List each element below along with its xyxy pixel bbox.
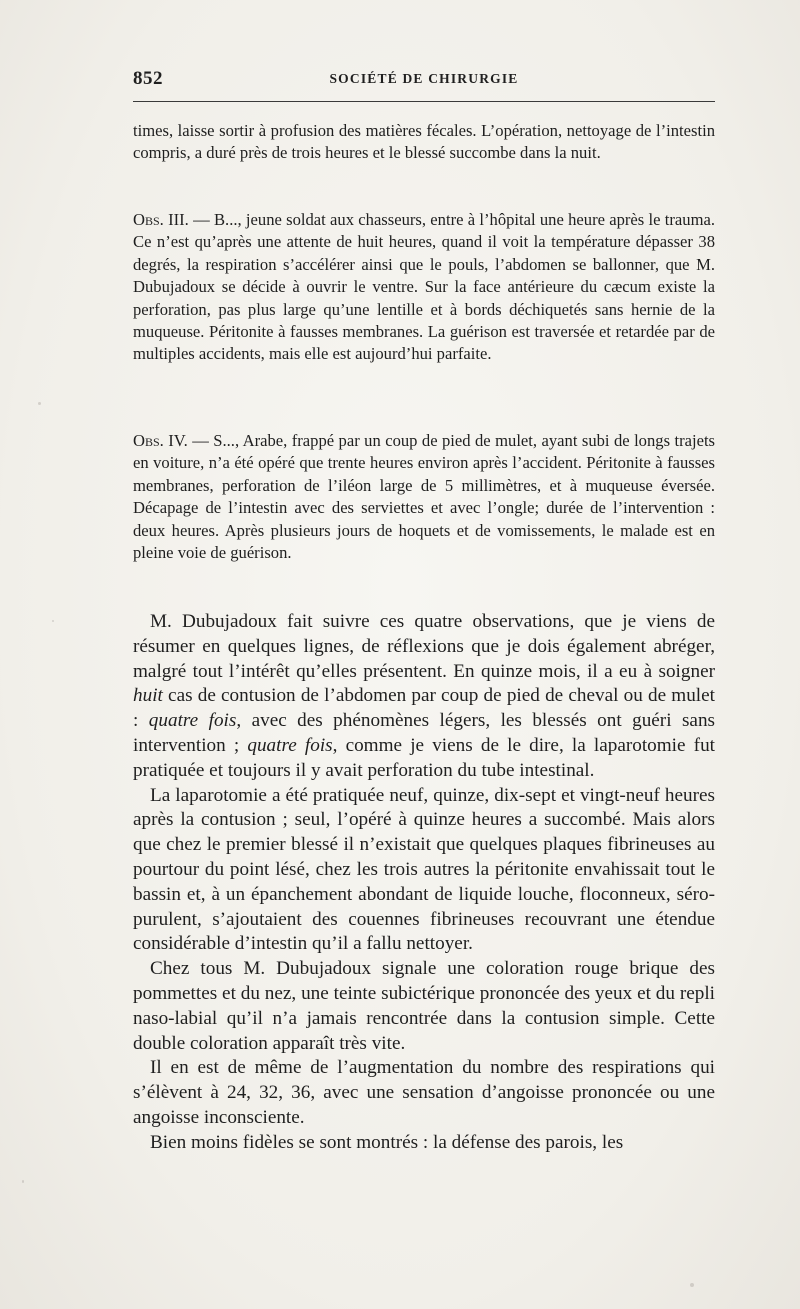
obs4-paragraph bbox=[133, 430, 715, 564]
obs3-text: — B..., jeune soldat aux chasseurs, entre à l’hôpital une heure après le trauma. Ce n’est qu’après une attente de huit heures, quand il voit la température dépasser 38 degrés, la respiration s’accélérer ainsi que le pouls, l’abdomen se ballonner, que M. Dubujadoux se décide à ouvrir le ventre. Sur la face antérieure du cæcum existe la perforation, pas plus large qu’une lentille et à bords déchiquetés sans hernie de la muqueuse. Péritonite à fausses membranes. La guérison est traversée et retardée par de multiples accidents, mais elle est aujourd’hui parfaite. bbox=[133, 210, 716, 364]
paragraph-5: Bien moins fidèles se sont montrés : la défense des parois, les bbox=[150, 1131, 624, 1153]
page-number: 852 bbox=[133, 68, 163, 89]
paper-speck bbox=[22, 1180, 24, 1183]
running-title: SOCIÉTÉ DE CHIRURGIE bbox=[329, 71, 519, 86]
paragraph-3: Chez tous M. Dubujadoux signale une coloration rouge brique des pommettes et du nez, une teinte subictérique prononcée des yeux et du repli naso-labial qu’il n’a jamais rencontrée dans la contusion simple. Cette double coloration apparaît très vite. bbox=[133, 958, 715, 1054]
para1-emphasis-quatre-fois-1: quatre fois bbox=[148, 710, 237, 732]
paper-speck bbox=[690, 1283, 694, 1287]
obs2-text: times, laisse sortir à profusion des matières fécales. L’opération, nettoyage de l’intestin compris, a duré près de trois heures et le blessé succombe dans la nuit. bbox=[133, 121, 715, 163]
para1-text-c: , avec des phénomènes légers, les blessés ont guéri sans intervention ; bbox=[133, 710, 716, 756]
obs3-label: Obs. III. bbox=[133, 210, 189, 229]
observation-2-end bbox=[133, 120, 715, 165]
header-rule bbox=[133, 101, 715, 102]
paragraph-2: La laparotomie a été pratiquée neuf, quinze, dix-sept et vingt-neuf heures après la contusion ; seul, l’opéré à quinze heures a succombé. Mais alors que chez le premier blessé il n’existait que quelques plaques fibrineuses au pourtour du point lésé, chez les trois autres la péritonite envahissait tout le bassin et, à un épanchement abondant de liquide louche, floconneux, séro-purulent, s’ajoutaient des couennes fibrineuses recouvrant une étendue considérable d’intestin qu’il a fallu nettoyer. bbox=[133, 784, 715, 955]
observation-4 bbox=[133, 430, 715, 564]
paper-speck bbox=[38, 402, 41, 405]
para1-emphasis-quatre-fois-2: quatre fois bbox=[247, 734, 333, 756]
paper-speck bbox=[52, 620, 54, 622]
para1-emphasis-huit: huit bbox=[133, 685, 163, 707]
obs4-text: — S..., Arabe, frappé par un coup de pied de mulet, ayant subi de longs trajets en voiture, n’a été opéré que trente heures environ après l’accident. Péritonite à fausses membranes, perforation de l’iléon large de 5 millimètres, et à muqueuse éversée. Décapage de l’intestin avec des serviettes et avec l’ongle; durée de l’intervention : deux heures. Après plusieurs jours de hoquets et de vomissements, le malade est en pleine voie de guérison. bbox=[133, 431, 716, 563]
para1-text-a: M. Dubujadoux fait suivre ces quatre observations, que je viens de résumer en quelques lignes, de réflexions que je dois également abréger, malgré tout l’intérêt qu’elles présentent. En quinze mois, il a eu à soigner bbox=[133, 611, 715, 682]
obs3-paragraph bbox=[133, 209, 715, 366]
para1-text-d: , comme je viens de le dire, la laparotomie fut pratiquée et toujours il y avait perforation du tube intestinal. bbox=[133, 734, 716, 781]
commentary bbox=[133, 610, 715, 1156]
obs4-label: Obs. IV. bbox=[133, 431, 188, 450]
paragraph-4: Il en est de même de l’augmentation du nombre des respirations qui s’élèvent à 24, 32, 36, avec une sensation d’angoisse prononcée ou une angoisse inconsciente. bbox=[133, 1057, 715, 1128]
paragraph-1 bbox=[133, 610, 715, 784]
page-header bbox=[133, 68, 715, 92]
para1-text-b: cas de contusion de l’abdomen par coup de pied de cheval ou de mulet : bbox=[133, 685, 715, 732]
observation-3 bbox=[133, 209, 715, 366]
